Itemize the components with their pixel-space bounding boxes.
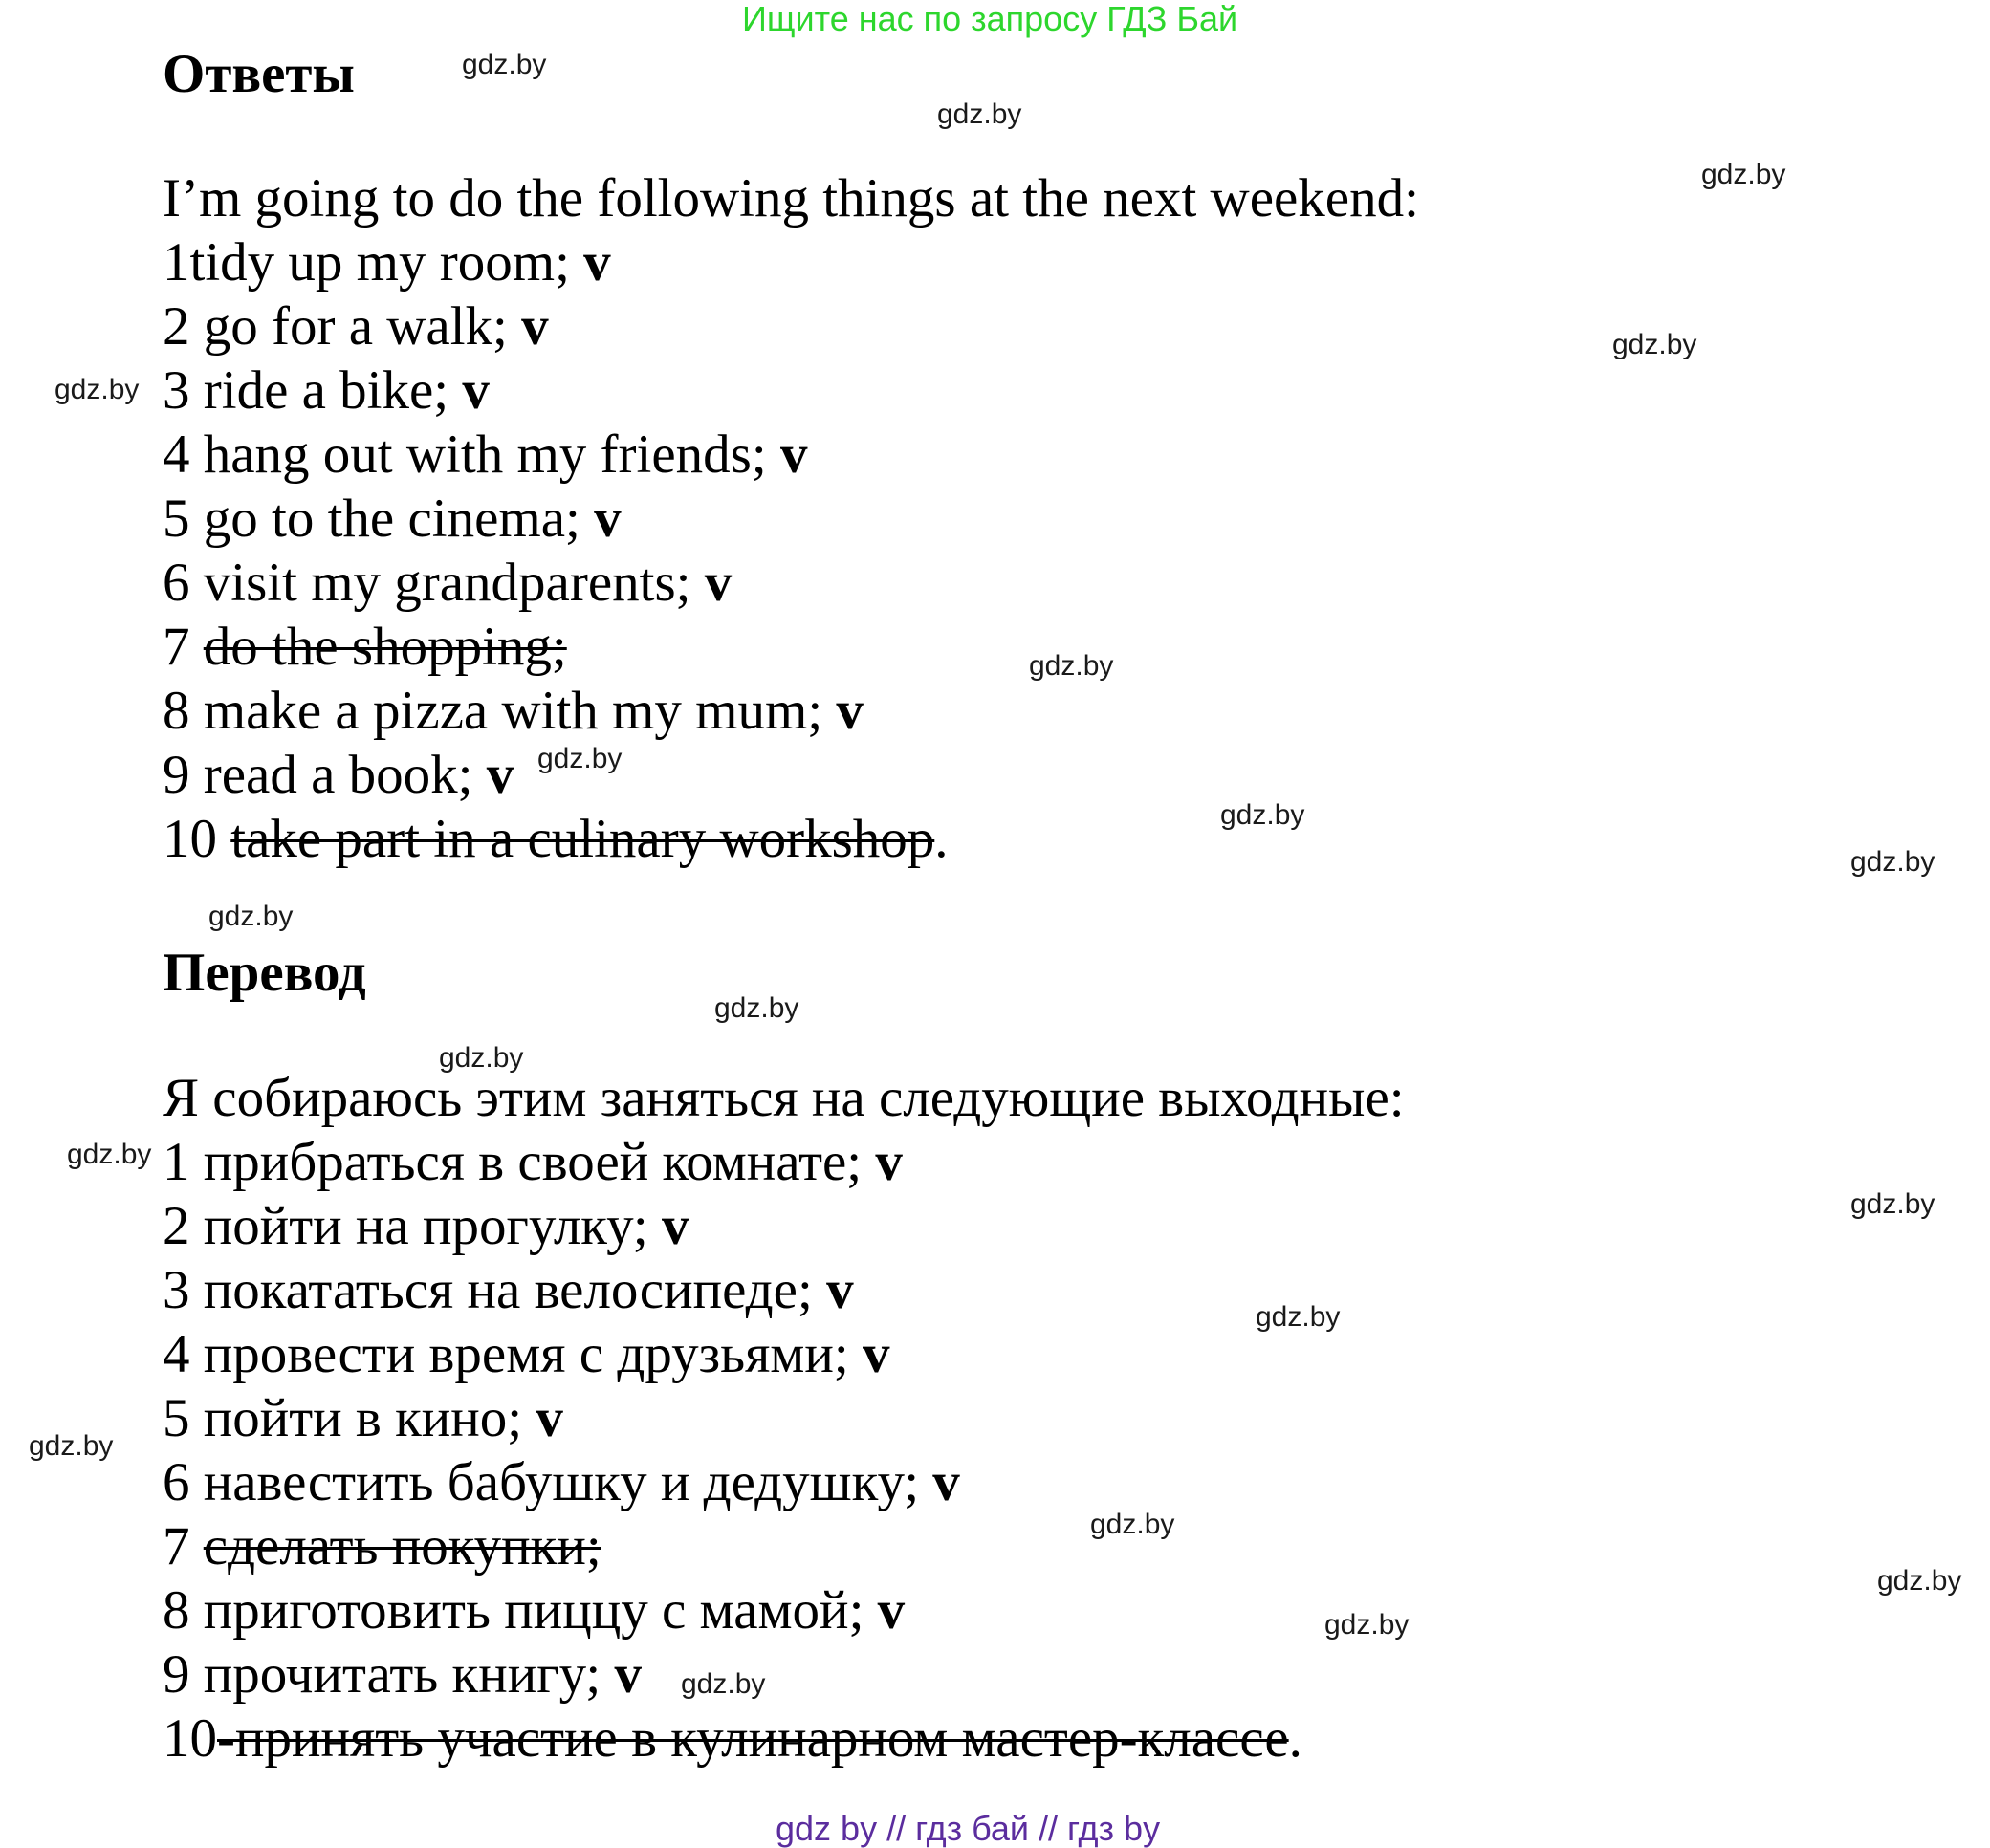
item-text-struck: take part in a culinary workshop [230,809,935,869]
check-mark: v [932,1452,960,1512]
answer-item-7 [163,617,567,678]
translation-item-3 [163,1260,854,1321]
answer-item-6 [163,553,732,614]
translation-item-9 [163,1644,642,1706]
item-number: 5 [163,1388,204,1448]
item-number: 7 [163,617,204,677]
watermark: gdz.by [1877,1565,1962,1597]
check-mark: v [662,1196,689,1256]
item-number: 4 [163,424,204,485]
item-text-struck: -принять участие в кулинарном мастер-классе [217,1708,1289,1769]
watermark: gdz.by [1612,329,1697,360]
check-mark: v [862,1324,890,1384]
item-number: 8 [163,681,204,741]
item-number: 10 [163,809,231,869]
check-mark: v [704,553,733,613]
translation-item-4 [163,1324,889,1385]
item-text: прибраться в своей комнате; [203,1132,863,1192]
item-text: tidy up my room; [189,232,570,293]
item-number: 5 [163,489,204,549]
search-banner: Ищите нас по запросу ГДЗ Бай [742,0,1238,38]
translation-item-10 [163,1708,1302,1770]
watermark: gdz.by [208,901,294,932]
translation-item-8 [163,1580,905,1641]
check-mark: v [486,745,514,805]
check-mark: v [836,681,864,741]
item-text: пойти в кино; [203,1388,523,1448]
answer-item-8 [163,681,864,742]
item-number: 4 [163,1324,204,1384]
check-mark: v [583,232,611,293]
watermark: gdz.by [1850,846,1935,878]
item-tail: . [934,809,949,869]
watermark: gdz.by [1220,799,1305,831]
check-mark: v [594,489,622,549]
watermark: gdz.by [1850,1188,1935,1220]
item-text-struck: do the shopping; [203,617,567,677]
translation-item-6 [163,1452,960,1513]
answers-intro: I’m going to do the following things at the next weekend: [163,168,1419,228]
item-text: go to the cinema; [203,489,580,549]
item-text: make a pizza with my mum; [203,681,823,741]
item-number: 3 [163,360,204,421]
watermark: gdz.by [1324,1609,1410,1641]
watermark: gdz.by [1090,1509,1175,1540]
item-number: 1 [163,232,190,293]
translation-intro: Я собираюсь этим заняться на следующие выходные: [163,1068,1405,1128]
answer-item-2 [163,296,549,358]
item-text-struck: сделать покупки; [203,1516,601,1576]
item-number: 10 [163,1708,217,1769]
item-number: 2 [163,1196,204,1256]
item-text: hang out with my friends; [203,424,767,485]
answer-item-5 [163,489,622,550]
item-number: 7 [163,1516,204,1576]
answer-item-3 [163,360,490,422]
item-text: покататься на велосипеде; [203,1260,813,1320]
item-text: visit my grandparents; [203,553,691,613]
item-number: 2 [163,296,204,357]
answers-heading: Ответы [163,44,355,104]
item-number: 8 [163,1580,204,1641]
item-number: 9 [163,1644,204,1705]
item-text: навестить бабушку и дедушку; [203,1452,920,1512]
check-mark: v [536,1388,563,1448]
answer-item-4 [163,424,807,486]
check-mark: v [462,360,490,421]
item-text: go for a walk; [203,296,508,357]
watermark: gdz.by [537,743,623,774]
item-number: 6 [163,553,204,613]
watermark: gdz.by [1256,1301,1341,1333]
item-text: приготовить пиццу с мамой; [203,1580,864,1641]
footer-links: gdz by // гдз бай // гдз by [776,1809,1161,1848]
check-mark: v [875,1132,903,1192]
watermark: gdz.by [1029,650,1114,682]
translation-item-2 [163,1196,689,1257]
answer-item-9 [163,745,514,806]
item-text: прочитать книгу; [203,1644,601,1705]
item-number: 6 [163,1452,204,1512]
translation-heading: Перевод [163,943,366,1003]
item-number: 3 [163,1260,204,1320]
check-mark: v [521,296,549,357]
watermark: gdz.by [714,992,799,1024]
check-mark: v [877,1580,906,1641]
item-number: 9 [163,745,204,805]
answer-item-10 [163,809,949,870]
watermark: gdz.by [439,1042,524,1074]
check-mark: v [614,1644,642,1705]
item-text: ride a bike; [203,360,449,421]
answer-item-1 [163,232,611,294]
watermark: gdz.by [29,1430,114,1462]
translation-item-7 [163,1516,601,1577]
item-text: пойти на прогулку; [203,1196,648,1256]
item-tail: . [1288,1708,1302,1769]
translation-item-5 [163,1388,563,1449]
watermark: gdz.by [462,49,547,80]
translation-item-1 [163,1132,903,1193]
watermark: gdz.by [937,98,1022,130]
watermark: gdz.by [55,374,140,405]
watermark: gdz.by [681,1668,766,1700]
check-mark: v [826,1260,854,1320]
item-text: провести время с друзьями; [203,1324,849,1384]
check-mark: v [779,424,808,485]
watermark: gdz.by [1701,159,1786,190]
item-number: 1 [163,1132,204,1192]
item-text: read a book; [203,745,473,805]
watermark: gdz.by [67,1139,152,1170]
